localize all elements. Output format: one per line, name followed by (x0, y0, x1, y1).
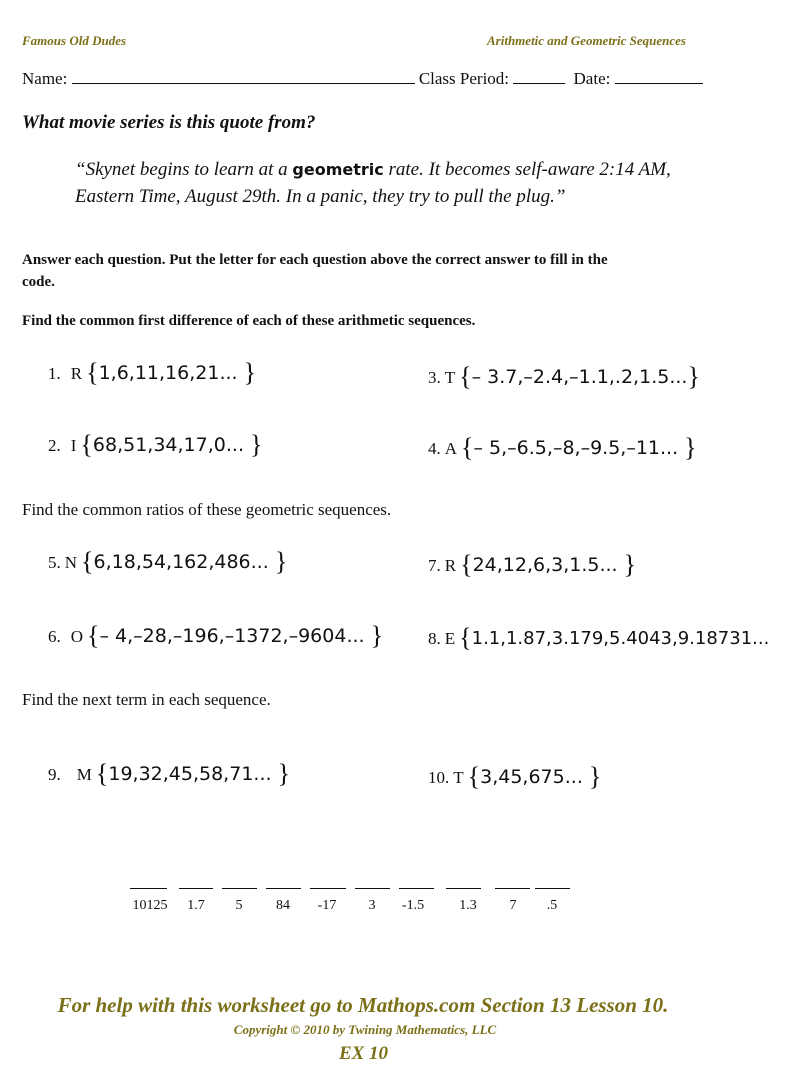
section-next-term-heading: Find the next term in each sequence. (22, 690, 271, 709)
instructions (22, 249, 608, 293)
question-letter: R (70, 364, 83, 383)
question-letter: N (64, 553, 78, 572)
sequence: 68,51,34,17,0... (92, 434, 251, 456)
code-blank-6[interactable] (355, 888, 390, 889)
sequence: 19,32,45,58,71... (108, 763, 278, 785)
name-label: Name: (22, 69, 68, 88)
footer-code: EX 10 (338, 1043, 389, 1064)
question-letter: E (444, 629, 456, 648)
quote-line-1 (75, 156, 671, 183)
answer-choice: 1.3 (459, 898, 477, 913)
header-right-title: Arithmetic and Geometric Sequences (487, 33, 686, 48)
quote-line-2: Eastern Time, August 29th. In a panic, they try to pull the plug.” (75, 186, 566, 207)
code-blank-9[interactable] (495, 888, 530, 889)
question-letter: I (70, 436, 77, 455)
class-period-field[interactable] (513, 68, 565, 84)
open-brace: { (81, 547, 94, 576)
question-number: 10. (428, 768, 450, 787)
section-arithmetic-heading: Find the common first difference of each of these arithmetic sequences. (22, 313, 476, 329)
open-brace: { (459, 623, 472, 652)
answer-choice: 1.7 (187, 898, 205, 913)
section-geometric-heading: Find the common ratios of these geometric sequences. (22, 500, 392, 519)
answer-choice: -1.5 (401, 898, 425, 913)
answer-choice: -17 (317, 898, 337, 913)
close-brace: } (684, 433, 697, 462)
class-period-label: Class Period: (418, 69, 510, 88)
answer-choice: 84 (276, 898, 290, 913)
question-letter: R (444, 556, 457, 575)
close-brace: } (274, 547, 288, 576)
close-brace: } (588, 762, 602, 791)
instructions-line-2: code. (22, 274, 55, 290)
question-letter: T (444, 368, 456, 387)
name-row (22, 68, 703, 89)
sequence: – 5,–6.5,–8,–9.5,–11... (473, 437, 685, 459)
question-number: 7. (428, 556, 441, 575)
close-brace: } (370, 621, 384, 650)
code-blank-4[interactable] (266, 888, 301, 889)
footer-copyright: Copyright © 2010 by Twining Mathematics, LLC (233, 1022, 497, 1037)
answer-choice: 10125 (132, 898, 168, 913)
close-brace: } (243, 358, 257, 387)
code-blank-1[interactable] (130, 888, 167, 889)
code-blank-2[interactable] (179, 888, 213, 889)
open-brace: { (467, 762, 481, 791)
code-blank-5[interactable] (310, 888, 346, 889)
question-4 (428, 431, 697, 461)
close-brace: } (277, 759, 291, 788)
question-2 (48, 428, 263, 458)
open-brace: { (95, 759, 109, 788)
footer-help-link[interactable]: For help with this worksheet go to Mathops.com Section 13 Lesson 10. (57, 993, 669, 1017)
answer-choice: 3 (368, 898, 376, 913)
close-brace: } (250, 430, 263, 459)
close-brace: } (687, 362, 700, 391)
quote-text-a: “Skynet begins to learn at a (75, 159, 293, 180)
sequence: – 4,–28,–196,–1372,–9604... (99, 625, 371, 647)
question-number: 2. (48, 436, 61, 455)
close-brace: } (623, 550, 637, 579)
question-number: 4. (428, 439, 441, 458)
sequence: 1,6,11,16,21... (98, 362, 244, 384)
open-brace: { (459, 362, 472, 391)
question-letter: T (453, 768, 464, 787)
instructions-line-1: Answer each question. Put the letter for each question above the correct answer to fill in the (22, 252, 608, 268)
question-number: 1. (48, 364, 61, 383)
question-10 (428, 760, 601, 790)
header-left-title: Famous Old Dudes (22, 33, 127, 48)
open-brace: { (461, 433, 474, 462)
question-5 (48, 545, 287, 575)
open-brace: { (460, 550, 473, 579)
answer-choice: 5 (235, 898, 243, 913)
open-brace: { (80, 430, 93, 459)
open-brace: { (86, 358, 99, 387)
sequence: 24,12,6,3,1.5... (472, 554, 624, 576)
quote-text-b: rate. It becomes self-aware 2:14 AM, (383, 159, 671, 180)
question-letter: O (70, 627, 84, 646)
sequence: – 3.7,–2.4,–1.1,.2,1.5... (471, 366, 688, 388)
question-number: 6. (48, 627, 61, 646)
question-letter: M (76, 765, 92, 784)
answer-choice: .5 (546, 898, 558, 913)
question-letter: A (444, 439, 458, 458)
code-blank-3[interactable] (222, 888, 257, 889)
question-number: 8. (428, 629, 441, 648)
question-number: 9. (48, 765, 61, 784)
question-7 (428, 548, 636, 578)
open-brace: { (87, 621, 100, 650)
code-blank-8[interactable] (446, 888, 481, 889)
quote-question: What movie series is this quote from? (22, 112, 316, 133)
date-field[interactable] (615, 68, 703, 84)
question-3 (428, 360, 700, 390)
code-blank-7[interactable] (399, 888, 434, 889)
movie-quote (75, 156, 671, 210)
date-label: Date: (573, 69, 611, 88)
sequence: 1.1,1.87,3.179,5.4043,9.18731... (471, 628, 770, 649)
answer-choice: 7 (509, 898, 517, 913)
question-6 (48, 619, 383, 649)
question-1 (48, 356, 256, 386)
sequence: 6,18,54,162,486... (93, 551, 275, 573)
question-number: 5. (48, 553, 61, 572)
question-8 (428, 621, 769, 651)
question-9 (48, 757, 290, 787)
name-field[interactable] (72, 68, 415, 84)
quote-keyword: geometric (292, 160, 384, 179)
code-blank-10[interactable] (535, 888, 570, 889)
question-number: 3. (428, 368, 441, 387)
sequence: 3,45,675... (480, 766, 589, 788)
